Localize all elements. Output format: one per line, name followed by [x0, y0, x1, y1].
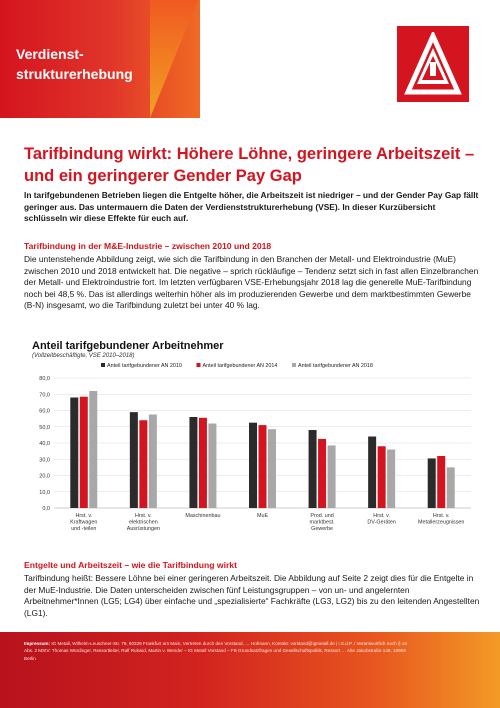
- x-tick-label: [185, 513, 220, 519]
- x-tick-label-line: marktbest.: [309, 519, 335, 526]
- bar: [208, 424, 216, 509]
- x-tick-label-line: Ausrüstungen: [126, 526, 160, 532]
- x-tick-label: [257, 513, 268, 519]
- section2-title: Entgelte und Arbeitszeit – wie die Tarifbindung wirkt: [24, 560, 237, 570]
- section2-text: Tarifbindung heißt: Bessere Löhne bei einer geringeren Arbeitszeit. Die Abbildung auf Seite 2 zeigt dies für die Entgelte in der MuE-Industrie. Die Daten unterscheiden zwischen fünf Leistungsgruppen – von un- und angelernten Arbeitnehmer*Innen (LG5; LG4) über einfache und „spezialisierte“ Fachkräfte (LG3, LG2) bis zu den leitenden Angestellten (LG1).: [24, 573, 480, 618]
- bar: [328, 445, 336, 508]
- x-tick-label-line: Prod. und: [310, 513, 334, 519]
- bar: [70, 398, 78, 509]
- y-tick-label: 40,0: [39, 441, 50, 447]
- y-tick-label: 70,0: [39, 392, 50, 399]
- bar: [80, 397, 88, 508]
- bar: [139, 420, 147, 508]
- x-tick-label-line: Hrst. v.: [135, 513, 152, 519]
- x-tick-label: [127, 513, 160, 532]
- bar: [378, 446, 386, 508]
- x-tick-label-line: Metallerzeugnissen: [417, 519, 465, 526]
- bar: [130, 412, 138, 508]
- bar: [437, 456, 445, 508]
- banner-title: Verdienst-strukturerhebung: [16, 46, 133, 82]
- x-tick-label-line: MuE: [256, 513, 269, 519]
- bar: [447, 467, 455, 508]
- y-tick-label: 30,0: [39, 457, 50, 464]
- bar: [368, 437, 376, 509]
- x-tick-label: [70, 513, 97, 532]
- y-tick-label: 60,0: [39, 408, 50, 415]
- y-tick-label: 0,0: [42, 506, 50, 512]
- y-tick-label: 80,0: [39, 376, 50, 382]
- chart-title: Anteil tarifgebundener Arbeitnehmer: [32, 340, 224, 352]
- footer-text: IG Metall, Wilhelm-Leuschner-Str. 79, 60329 Frankfurt am Main, Vertreten durch den Vorstand, … Hofmann, Kontakt: vorstand@igmetall.de | i.S.d.P. / Verantwortlich nach § 18 Abs. 2 MStV: Thomas Würdinger, Ressortleiter, Ralf Rukwid, Martin v. Wender – IG Metall Vorstand – FB Grundsatzfragen und Gesellschaftspolitik, Ressort … Alte Jakobstraße 149, 10969 Berlin: [24, 641, 407, 661]
- x-tick-label-line: Hrst. v.: [432, 513, 450, 519]
- footer-imprint: [24, 640, 414, 662]
- bar: [89, 391, 97, 508]
- legend-swatch: [292, 363, 296, 367]
- bar: [259, 425, 267, 508]
- bar: [189, 417, 197, 508]
- x-tick-label: [418, 513, 464, 526]
- y-tick-label: 50,0: [39, 424, 50, 431]
- lead-paragraph: In tarifgebundenen Betrieben liegen die Entgelte höher, die Arbeitszeit ist niedriger – und der Gender Pay Gap fällt geringer aus. Das untermauern die Daten der Verdienststrukturerhebung (VSE). In dieser Kurzübersicht schlüsseln wir diese Effekte für euch auf.: [24, 190, 479, 223]
- bar: [318, 439, 326, 508]
- x-tick-label-line: Kraftwagen: [70, 519, 98, 526]
- x-tick-label-line: Gewerbe: [311, 526, 334, 532]
- x-tick-label: [367, 513, 395, 526]
- legend-swatch: [101, 363, 105, 367]
- x-tick-label-line: DV-Geräten: [367, 519, 396, 526]
- section1-title: Tarifbindung in der M&E-Industrie – zwischen 2010 und 2018: [24, 241, 272, 251]
- legend-swatch: [197, 363, 201, 367]
- bar: [249, 423, 257, 508]
- x-tick-label: [309, 513, 334, 532]
- legend-label: Anteil tarifgebundener AN 2010: [107, 363, 182, 369]
- section1-text: Die untenstehende Abbildung zeigt, wie sich die Tarifbindung in den Branchen der Metall- und Elektroindustrie (MuE) zwischen 2010 und 2018 entwickelt hat. Die negative – sprich rückläufige – Tendenz setzt sich in fast allen Einzelbranchen der Metall- und Elektroindustrie fort. Im letzten verfügbaren VSE-Erhebungsjahr 2018 lag die generelle MuE-Tarifbindung noch bei 48,5 %. Das ist allerdings weiterhin höher als im produzierenden Gewerbe und dem marktbestimmten Gewerbe (B-N) insgesamt, wo die Tarifbindung zuletzt bei unter 40 % lag.: [24, 254, 479, 311]
- x-tick-label-line: Hrst. v.: [75, 513, 93, 519]
- legend-label: Anteil tarifgebundener AN 2018: [298, 363, 373, 369]
- chart-subtitle: (Vollzeitbeschäftigte, VSE 2010–2018): [32, 353, 135, 359]
- x-tick-label-line: Hrst. v.: [373, 513, 390, 519]
- page-headline: Tarifbindung wirkt: Höhere Löhne, geringere Arbeitszeit – und ein geringerer Gender Pay Gap: [24, 145, 475, 185]
- bar: [428, 458, 436, 508]
- bar-chart: [26, 360, 476, 545]
- x-tick-label-line: Maschinenbau: [185, 513, 221, 519]
- bar: [199, 418, 207, 508]
- x-tick-label-line: elektrischen: [128, 519, 158, 526]
- igm-logo-icon: [404, 32, 462, 96]
- y-tick-label: 20,0: [39, 473, 50, 480]
- bar: [268, 429, 276, 508]
- bar: [309, 430, 317, 508]
- legend-label: Anteil tarifgebundener AN 2014: [202, 363, 278, 369]
- bar: [387, 450, 395, 509]
- x-tick-label-line: und -teilen: [71, 526, 97, 532]
- igm-logo: [397, 26, 469, 102]
- bar: [149, 415, 157, 508]
- y-tick-label: 10,0: [39, 489, 50, 496]
- footer-label: Impressum:: [24, 641, 51, 646]
